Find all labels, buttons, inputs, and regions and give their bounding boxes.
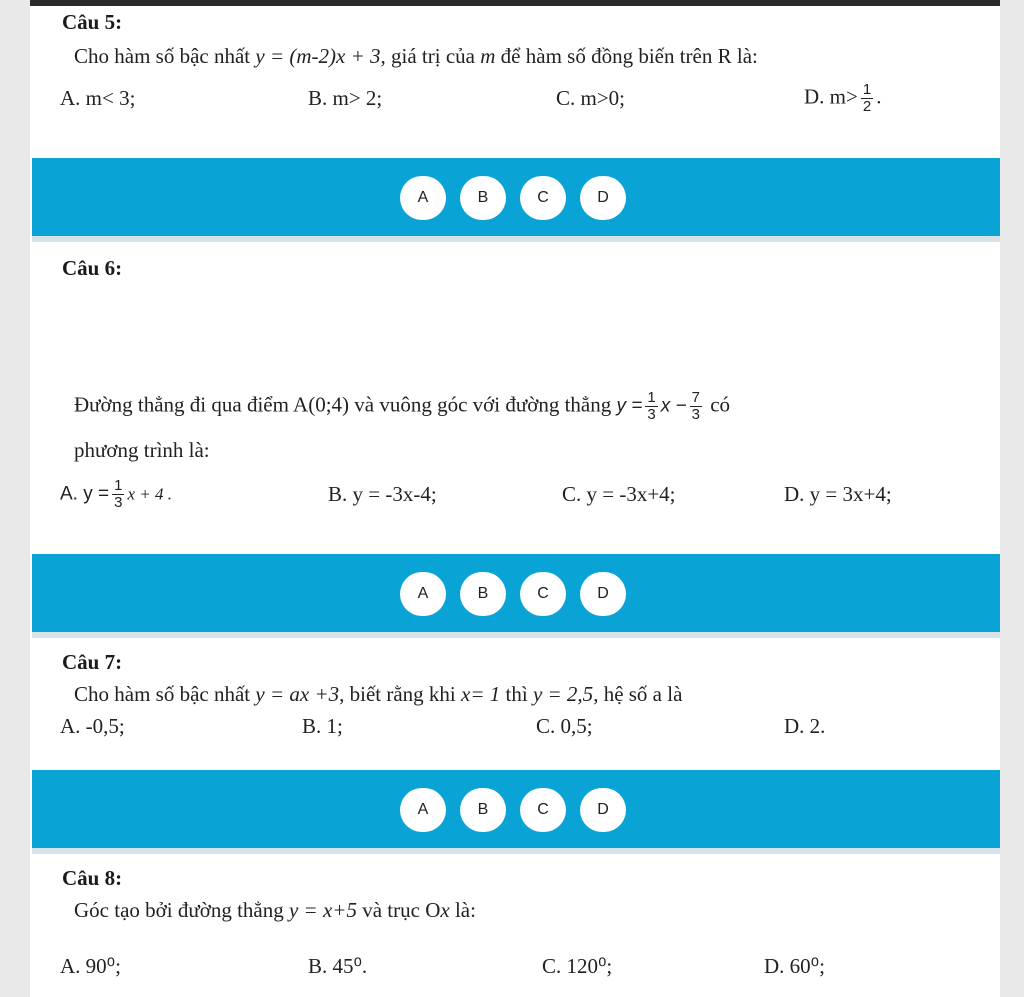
- option-c: C. 0,5;: [536, 714, 593, 738]
- answer-a-button[interactable]: A: [400, 176, 446, 220]
- question-title: Câu 8:: [62, 866, 123, 890]
- option-b: B. 1;: [302, 714, 343, 738]
- option-b: B. 45⁰.: [308, 954, 368, 978]
- answer-d-button[interactable]: D: [580, 572, 626, 616]
- option-d: D. 60⁰;: [764, 954, 825, 978]
- option-b: B. m> 2;: [308, 86, 383, 110]
- question-7: [32, 638, 1000, 768]
- option-d: D. m> $\frac{1}{2}$ .: [804, 81, 882, 115]
- question-stem: Đường thẳng đi qua điểm A(0;4) và vuông góc với đường thẳng y = $\frac{1}{3}$ x − $\frac{7}{3}$ có: [74, 389, 731, 423]
- answer-b-button[interactable]: B: [460, 572, 506, 616]
- answer-b-button[interactable]: B: [460, 788, 506, 832]
- right-margin: [1000, 0, 1024, 997]
- option-c: C. m>0;: [556, 86, 626, 110]
- option-a: A. m< 3;: [60, 86, 136, 110]
- question-5: [32, 6, 1000, 156]
- answer-bar: [32, 158, 1000, 236]
- answer-a-button[interactable]: A: [400, 788, 446, 832]
- answer-bar: [32, 770, 1000, 848]
- question-title: Câu 5:: [62, 10, 123, 34]
- answer-c-button[interactable]: C: [520, 788, 566, 832]
- option-a: A. -0,5;: [60, 714, 125, 738]
- option-b: B. y = -3x-4;: [328, 482, 437, 506]
- question-title: Câu 6:: [62, 256, 123, 280]
- question-stem-line-2: phương trình là:: [74, 438, 210, 462]
- option-d: D. y = 3x+4;: [784, 482, 892, 506]
- option-a: A. y = $\frac{1}{3}$ x + 4 .: [60, 477, 172, 511]
- question-6: [32, 242, 1000, 552]
- answer-d-button[interactable]: D: [580, 788, 626, 832]
- option-c: C. 120⁰;: [542, 954, 613, 978]
- option-c: C. y = -3x+4;: [562, 482, 676, 506]
- question-stem: Cho hàm số bậc nhất y = ax +3, biết rằng khi x= 1 thì y = 2,5, hệ số a là: [74, 682, 683, 706]
- answer-c-button[interactable]: C: [520, 572, 566, 616]
- question-title: Câu 7:: [62, 650, 123, 674]
- answer-d-button[interactable]: D: [580, 176, 626, 220]
- answer-bar: [32, 554, 1000, 632]
- left-margin: [0, 0, 30, 997]
- answer-b-button[interactable]: B: [460, 176, 506, 220]
- question-stem: Góc tạo bởi đường thẳng y = x+5 và trục Ox là:: [74, 898, 476, 922]
- question-stem: Cho hàm số bậc nhất y = (m-2)x + 3, giá trị của m để hàm số đồng biến trên R là:: [74, 44, 758, 68]
- question-8: [32, 854, 1000, 997]
- option-d: D. 2.: [784, 714, 826, 738]
- answer-a-button[interactable]: A: [400, 572, 446, 616]
- answer-c-button[interactable]: C: [520, 176, 566, 220]
- option-a: A. 90⁰;: [60, 954, 121, 978]
